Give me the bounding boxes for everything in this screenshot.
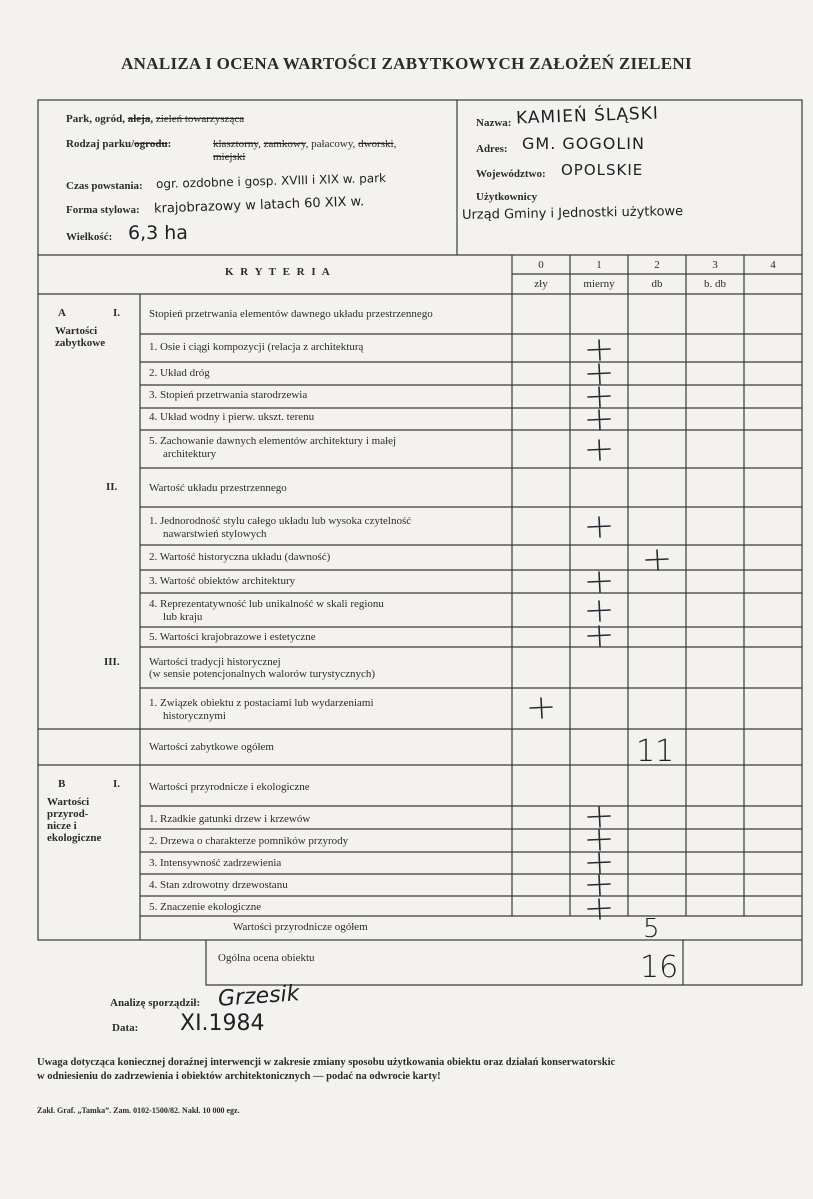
note-line-1: Uwaga dotycząca koniecznej doraźnej interwencji w zakresie zmiany sposobu użytkowania obiektu oraz działań konserwatorskic bbox=[37, 1057, 616, 1068]
rodzaj-text: Rodzaj parku/ bbox=[66, 138, 135, 150]
printer-info: Zakł. Graf. „Tamka”. Zam. 0102-1500/82. Nakł. 10 000 egz. bbox=[37, 1106, 240, 1115]
row-a1-2: 2. Układ dróg bbox=[149, 367, 210, 379]
group-a1-title: Stopień przetrwania elementów dawnego układu przestrzennego bbox=[149, 308, 433, 320]
ogrodu-struck: ogrodu bbox=[134, 138, 168, 150]
colon: : bbox=[167, 138, 172, 150]
rodzaj-options bbox=[213, 138, 396, 151]
miejski-struck: miejski bbox=[213, 151, 246, 163]
row-a1-5-line1: 5. Zachowanie dawnych elementów architektury i małej bbox=[149, 435, 397, 447]
total-przyrodnicze-label: Wartości przyrodnicze ogółem bbox=[233, 921, 368, 933]
sep: , bbox=[150, 113, 156, 125]
palacowy-option: , pałacowy, bbox=[305, 138, 359, 150]
czas-label: Czas powstania: bbox=[66, 180, 143, 192]
section-b-label-1: Wartości bbox=[47, 796, 90, 808]
wojewodztwo-label: Województwo: bbox=[476, 168, 546, 180]
section-b-roman: I. bbox=[113, 778, 121, 790]
score-col-number: 0 bbox=[538, 259, 544, 271]
plus-mark bbox=[588, 572, 610, 592]
total-ogolna-label: Ogólna ocena obiektu bbox=[218, 952, 315, 964]
row-a3-1-line1: 1. Związek obiektu z postaciami lub wydarzeniami bbox=[149, 697, 374, 709]
section-b-label-4: ekologiczne bbox=[47, 832, 102, 844]
row-b1-4: 4. Stan zdrowotny drzewostanu bbox=[149, 879, 288, 891]
analize-label: Analizę sporządził: bbox=[110, 997, 201, 1009]
row-a2-5: 5. Wartości krajobrazowe i estetyczne bbox=[149, 631, 316, 643]
plus-mark bbox=[588, 410, 610, 430]
analize-signature: Grzesik bbox=[217, 981, 301, 1012]
plus-mark bbox=[588, 875, 610, 895]
total-zabytkowe-label: Wartości zabytkowe ogółem bbox=[149, 741, 274, 753]
zielen-struck: zieleń towarzysząca bbox=[155, 113, 245, 125]
adres-label: Adres: bbox=[476, 143, 508, 155]
group-b1-title: Wartości przyrodnicze i ekologiczne bbox=[149, 781, 310, 793]
data-label: Data: bbox=[112, 1022, 139, 1034]
row-a2-3: 3. Wartość obiektów architektury bbox=[149, 575, 296, 587]
row-a2-2: 2. Wartość historyczna układu (dawność) bbox=[149, 551, 331, 563]
row-b1-1: 1. Rzadkie gatunki drzew i krzewów bbox=[149, 813, 311, 825]
score-col-number: 4 bbox=[770, 259, 776, 271]
row-b1-2: 2. Drzewa o charakterze pomników przyrody bbox=[149, 835, 349, 847]
form-title: ANALIZA I OCENA WARTOŚCI ZABYTKOWYCH ZAŁOŻEŃ ZIELENI bbox=[121, 54, 692, 73]
section-a-letter: A bbox=[58, 307, 66, 319]
group-a3-line2: (w sensie potencjonalnych walorów turystycznych) bbox=[149, 668, 376, 680]
plus-mark bbox=[588, 340, 610, 360]
park-line bbox=[66, 113, 244, 126]
klasztorny-struck: klasztorny bbox=[213, 138, 259, 150]
forma-label: Forma stylowa: bbox=[66, 204, 140, 216]
row-a1-1: 1. Osie i ciągi kompozycji (relacja z architekturą bbox=[149, 341, 364, 353]
section-b-letter: B bbox=[58, 778, 66, 790]
adres-value: GM. GOGOLIN bbox=[522, 134, 645, 153]
plus-mark bbox=[588, 626, 610, 646]
plus-mark bbox=[588, 830, 610, 850]
score-col-number: 2 bbox=[654, 259, 660, 271]
total-zabytkowe-value: 11 bbox=[636, 734, 675, 769]
row-a2-1-line2: nawarstwień stylowych bbox=[163, 528, 267, 540]
plus-mark bbox=[588, 440, 610, 460]
group-a2-title: Wartość układu przestrzennego bbox=[149, 482, 287, 494]
score-col-label: db bbox=[651, 278, 663, 290]
group-a2-roman: II. bbox=[106, 481, 118, 493]
plus-mark bbox=[646, 550, 668, 570]
score-col-number: 1 bbox=[596, 259, 602, 271]
row-a3-1-line2: historycznymi bbox=[163, 710, 226, 722]
data-value: XI.1984 bbox=[180, 1011, 265, 1036]
sep: , bbox=[122, 113, 128, 125]
czas-value: ogr. ozdobne i gosp. XVIII i XIX w. park bbox=[155, 170, 387, 192]
group-a3-roman: III. bbox=[104, 656, 120, 668]
ogrod-label: ogród bbox=[94, 113, 123, 125]
nazwa-value: KAMIEŃ ŚLĄSKI bbox=[515, 103, 660, 129]
row-b1-5: 5. Znaczenie ekologiczne bbox=[149, 901, 262, 913]
plus-mark bbox=[530, 698, 552, 718]
park-label: Park, bbox=[66, 113, 95, 125]
zamkowy-struck: zamkowy bbox=[263, 138, 306, 150]
wielkosc-label: Wielkość: bbox=[66, 231, 113, 243]
row-a1-5-line2: architektury bbox=[163, 448, 217, 460]
note-line-2: w odniesieniu do zadrzewienia i obiektów architektonicznych — podać na odwrocie karty! bbox=[37, 1071, 441, 1082]
total-przyrodnicze-value: 5 bbox=[643, 914, 660, 944]
section-a-roman: I. bbox=[113, 307, 121, 319]
plus-mark bbox=[588, 387, 610, 407]
score-col-label: zły bbox=[534, 278, 548, 290]
rodzaj-label bbox=[66, 138, 171, 151]
plus-mark bbox=[588, 517, 610, 537]
plus-mark bbox=[588, 853, 610, 873]
group-a3-line1: Wartości tradycji historycznej bbox=[149, 656, 281, 668]
section-a-label-2: zabytkowe bbox=[55, 337, 106, 349]
kryteria-header: K R Y T E R I A bbox=[225, 266, 332, 278]
forma-value: krajobrazowy w latach 60 XIX w. bbox=[153, 194, 365, 217]
row-a1-4: 4. Układ wodny i pierw. ukszt. terenu bbox=[149, 411, 315, 423]
row-b1-3: 3. Intensywność zadrzewienia bbox=[149, 857, 282, 869]
sep: , bbox=[258, 138, 264, 150]
aleja-struck: aleja bbox=[127, 113, 151, 125]
section-b-label-3: nicze i bbox=[47, 820, 77, 832]
row-a2-1-line1: 1. Jednorodność stylu całego układu lub wysoka czytelność bbox=[149, 515, 412, 527]
plus-mark bbox=[588, 601, 610, 621]
score-col-label: b. db bbox=[704, 278, 726, 290]
nazwa-label: Nazwa: bbox=[476, 117, 512, 129]
plus-mark bbox=[588, 807, 610, 827]
total-ogolna-value: 16 bbox=[640, 950, 679, 985]
sep: , bbox=[393, 138, 397, 150]
score-col-label: mierny bbox=[583, 278, 615, 290]
row-a2-4-line2: lub kraju bbox=[163, 611, 203, 623]
section-a-label-1: Wartości bbox=[55, 325, 98, 337]
row-a1-3: 3. Stopień przetrwania starodrzewia bbox=[149, 389, 308, 401]
wielkosc-value: 6,3 ha bbox=[128, 222, 188, 244]
wojewodztwo-value: OPOLSKIE bbox=[561, 161, 644, 179]
plus-mark bbox=[588, 364, 610, 384]
score-col-number: 3 bbox=[712, 259, 718, 271]
section-b-label-2: przyrod- bbox=[47, 808, 89, 820]
uzytkownicy-value: Urząd Gminy i Jednostki użytkowe bbox=[461, 204, 684, 223]
dworski-struck: dworski bbox=[358, 138, 394, 150]
uzytkownicy-label: Użytkownicy bbox=[476, 191, 538, 203]
row-a2-4-line1: 4. Reprezentatywność lub unikalność w skali regionu bbox=[149, 598, 384, 610]
